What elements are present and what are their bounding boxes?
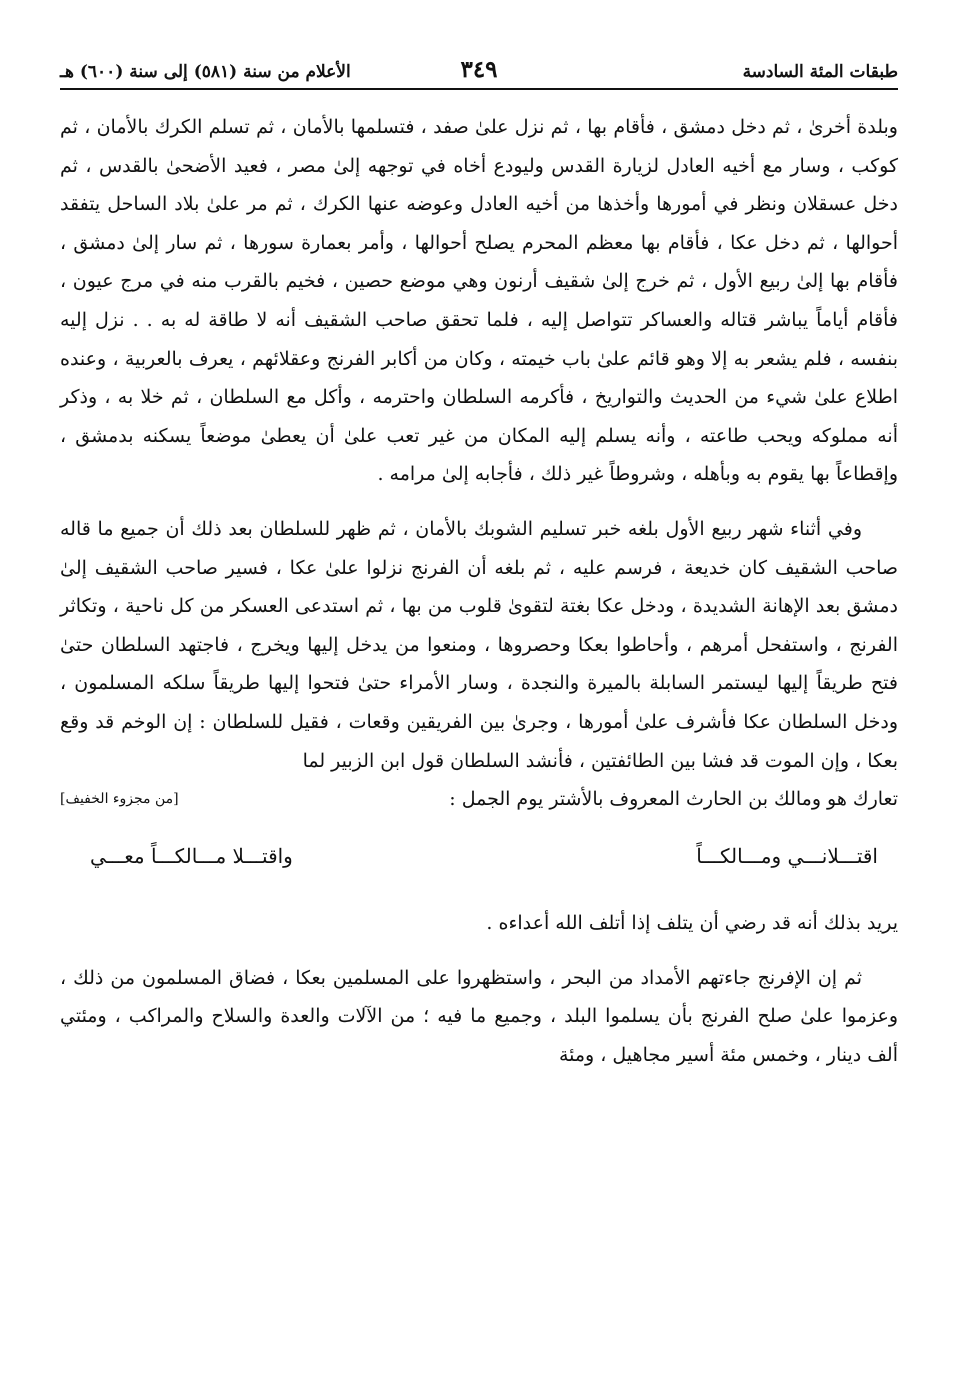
verse-first-hemistich: اقتـــلانـــي ومـــالكـــاً [696,844,878,869]
verse-intro: تعارك هو ومالك بن الحارث المعروف بالأشتر يوم الجمل : [449,788,898,811]
page-body [60,108,898,1074]
meter-note: [من مجزوء الخفيف] [60,791,179,808]
paragraph-3: ثم إن الإفرنج جاءتهم الأمداد من البحر ، واستظهروا على المسلمين بعكا ، فضاق المسلمون من ذلك ، وعزموا علىٰ صلح الفرنج بأن يسلموا البلد ، وجميع ما فيه ؛ من الآلات والعدة والسلاح والمراكب ، ومئتي ألف دينار ، وخمس مئة أسير مجاهيل ، ومئة [60,966,898,1066]
book-page [60,40,898,1370]
poetry-verse [60,830,898,890]
running-header [60,40,898,90]
paragraph-1: وبلدة أخرىٰ ، ثم دخل دمشق ، فأقام بها ، ثم نزل علىٰ صفد ، فتسلمها بالأمان ، ثم تسلم الكرك بالأمان ، ثم كوكب ، وسار مع أخيه العادل لزيارة القدس وليودع أخاه في توجهه إلىٰ مصر ، فعيد الأضحىٰ بالقدس ، ثم دخل عسقلان ونظر في أمورها وأخذها من أخيه العادل وعوضه عنها الكرك ، ثم مر علىٰ بلاد الساحل يتفقد أحوالها ، ثم دخل عكا ، فأقام بها معظم المحرم يصلح أحوالها ، وأمر بعمارة سورها ، ثم سار إلىٰ دمشق ، فأقام بها إلىٰ ربيع الأول ، ثم خرج إلىٰ شقيف أرنون وهي موضع حصين ، فخيم بالقرب منه في مرج عيون ، فأقام أياماً يباشر قتاله والعساكر تتواصل إليه ، فلما تحقق صاحب الشقيف أنه لا طاقة له به . . نزل إليه بنفسه ، فلم يشعر به إلا وهو قائم علىٰ باب خيمته ، وكان من أكابر الفرنج وعقلائهم ، يعرف بالعربية ، وعنده اطلاع علىٰ شيء من الحديث والتواريخ ، فأكرمه السلطان واحترمه ، وأكل مع السلطان ، ثم خلا به ، وذكر أنه مملوكه ويحب طاعته ، وأنه يسلم إليه المكان من غير تعب علىٰ أن يعطىٰ موضعاً يسكنه بدمشق ، وإقطاعاً بها يقوم به وبأهله ، وشروطاً غير ذلك ، فأجابه إلىٰ مرامه . [60,116,898,486]
paragraph-2: وفي أثناء شهر ربيع الأول بلغه خبر تسليم الشوبك بالأمان ، ثم ظهر للسلطان بعد ذلك أن جميع ما قاله صاحب الشقيف كان خديعة ، فرسم عليه ، ثم بلغه أن الفرنج نزلوا علىٰ عكا ، فسير صاحب الشقيف إلىٰ دمشق بعد الإهانة الشديدة ، ودخل عكا بغتة لتقوىٰ قلوب من بها ، ثم استدعى العسكر من كل ناحية ، وتكاثر الفرنج ، واستفحل أمرهم ، وأحاطوا بعكا وحصروها ، ومنعوا من يدخل إليها ويخرج ، فاجتهد السلطان حتىٰ فتح طريقاً إليها ليستمر السابلة بالميرة والنجدة ، وسار الأمراء حتىٰ فتحوا إليها طريقاً سلكه المسلمون ، ودخل السلطان عكا فأشرف علىٰ أمورها ، وجرىٰ بين الفريقين وقعات ، فقيل للسلطان : إن الوخم قد وقع بعكا ، وإن الموت قد فشا بين الطائفتين ، فأنشد السلطان قول ابن الزبير لما [60,517,898,772]
section-title: طبقات المئة السادسة [742,62,898,82]
verse-intro-line [60,780,898,818]
verse-commentary: يريد بذلك أنه قد رضي أن يتلف إذا أتلف الله أعداءه . [486,912,898,935]
chapter-title: الأعلام من سنة (٥٨١) إلى سنة (٦٠٠) هـ [60,62,351,82]
verse-second-hemistich: واقتـــلا مـــالكـــاً معـــي [90,844,293,869]
page-number: ٣٤٩ [460,56,498,83]
